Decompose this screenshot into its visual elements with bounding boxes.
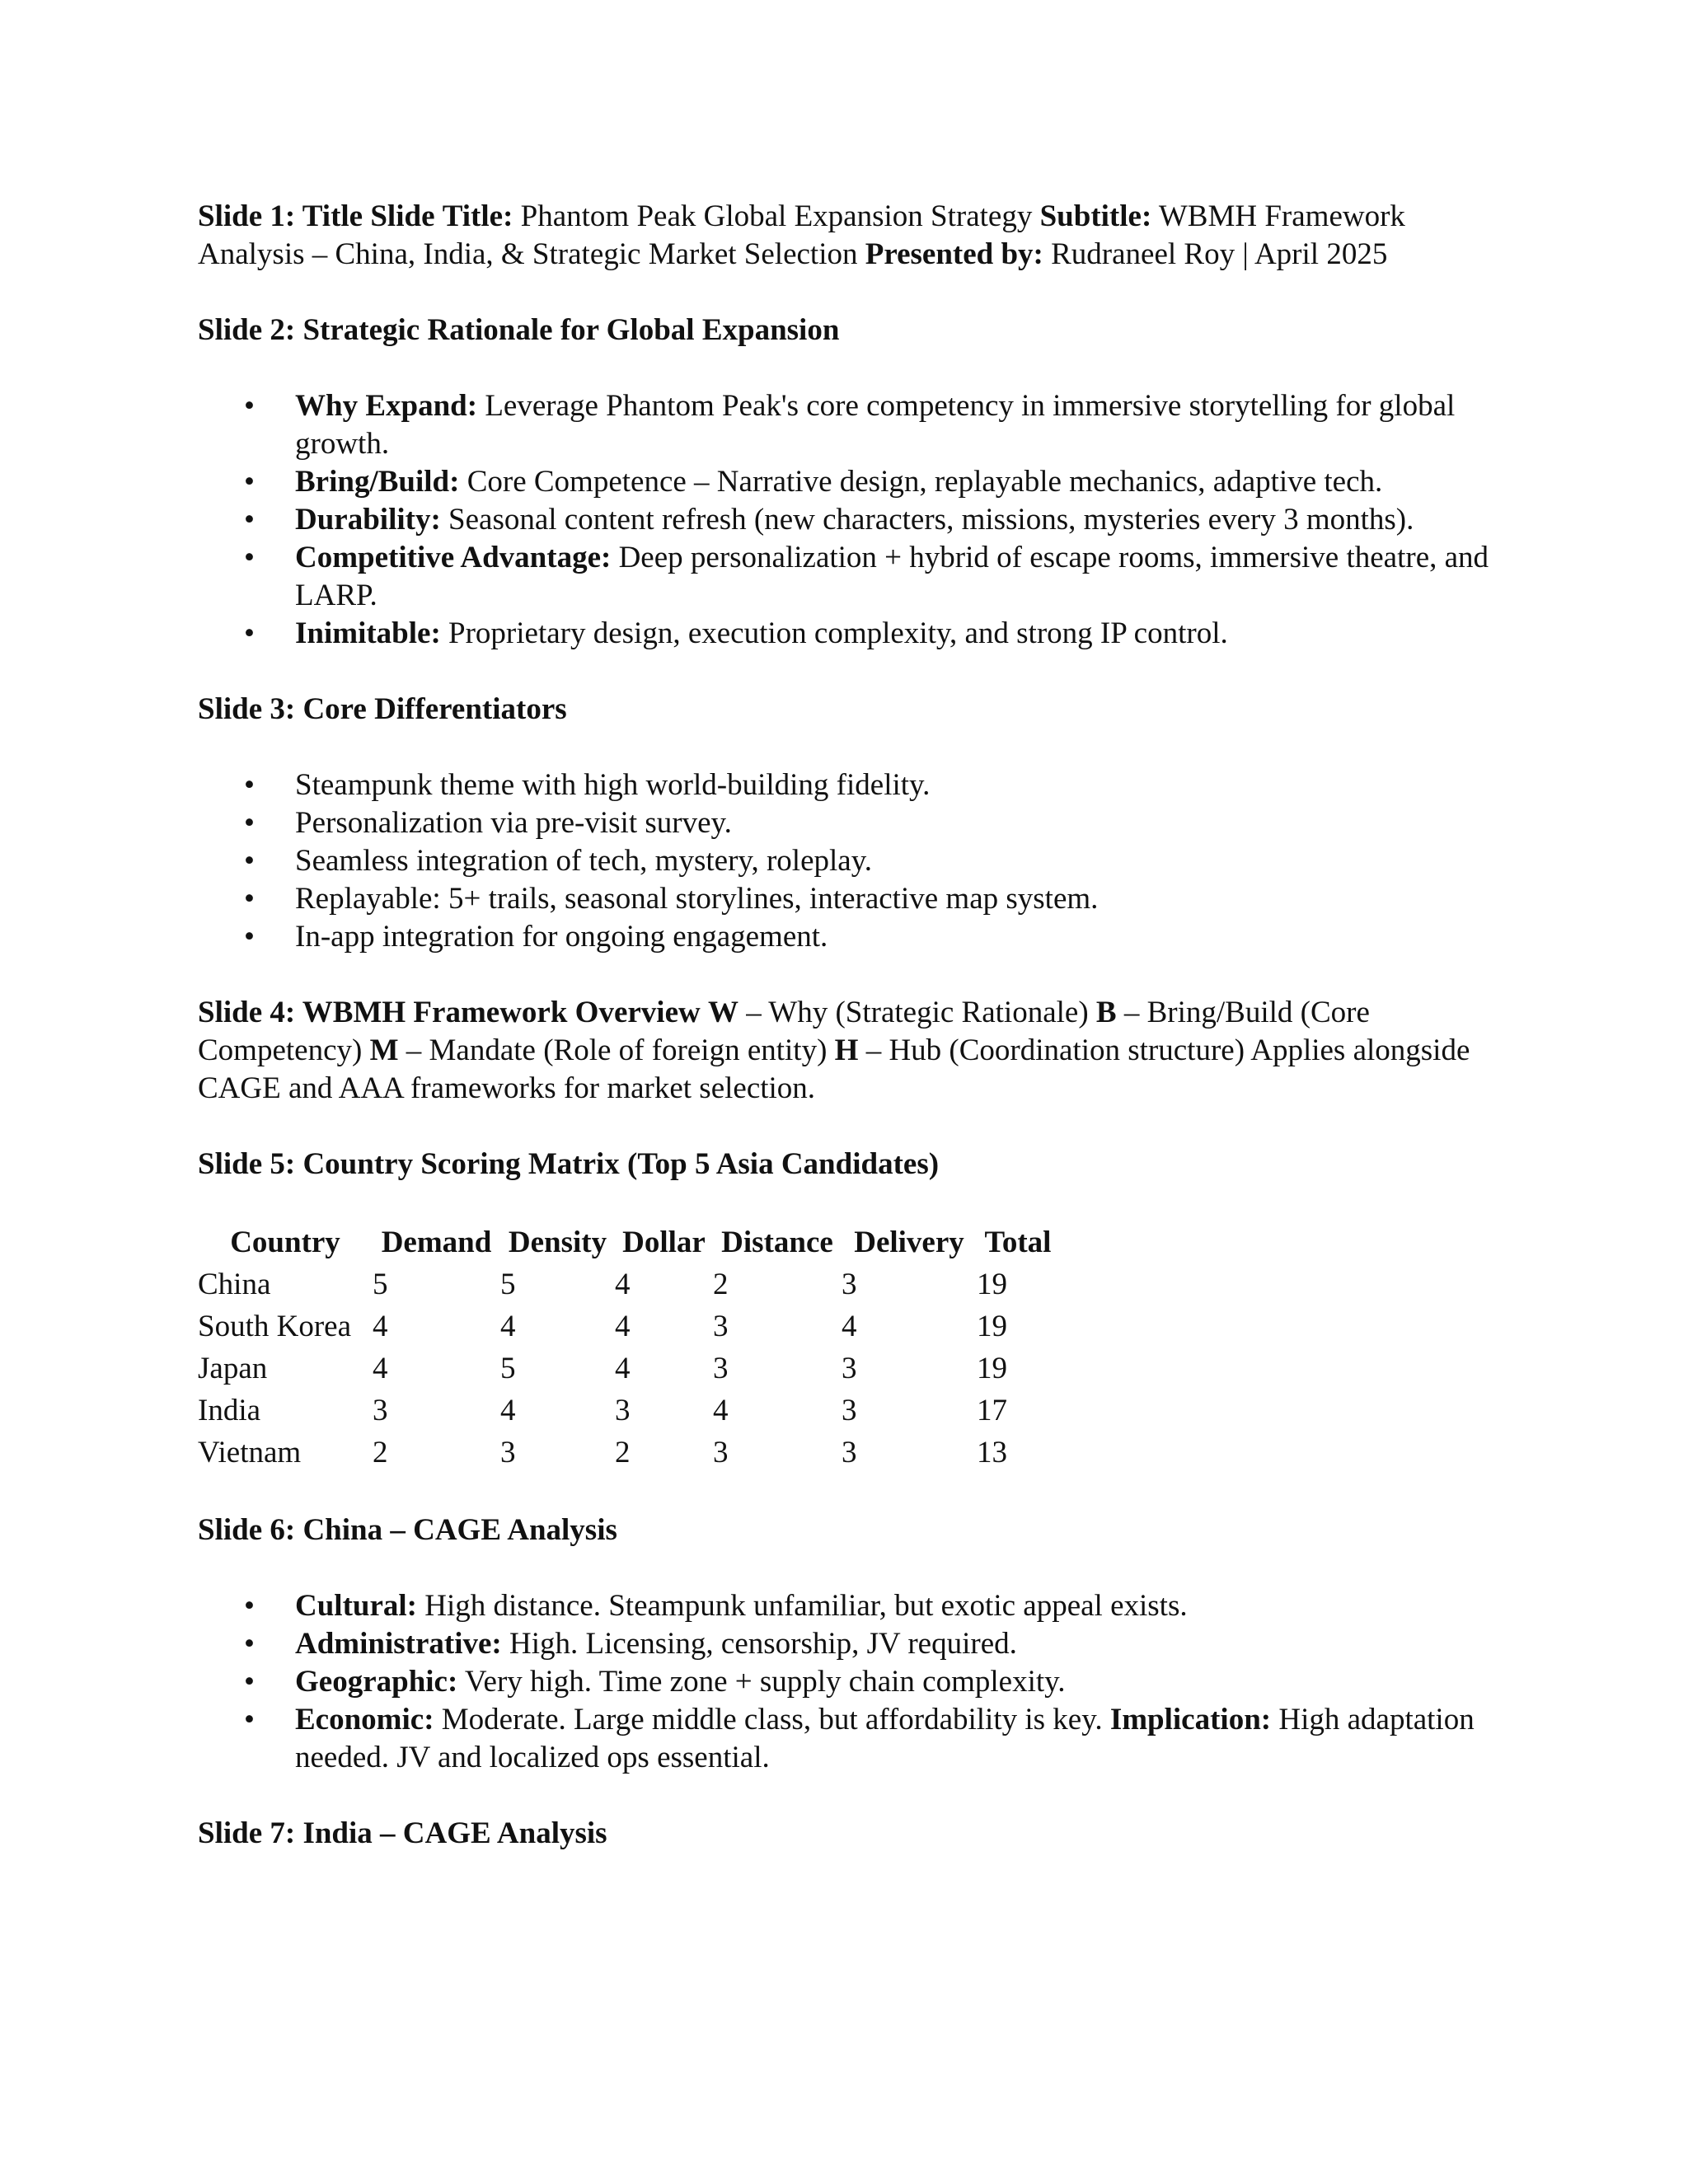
item-text: Seasonal content refresh (new characters, missions, mysteries every 3 months). [448,503,1414,537]
bullet-icon: • [244,465,255,499]
list-item [198,1625,1500,1663]
list-item [198,1587,1500,1625]
table-cell: 4 [373,1352,388,1385]
item-label: Competitive Advantage: [295,541,612,574]
h-text: – Hub (Coordination structure) Applies alongside CAGE and AAA frameworks for market selection. [198,1033,1470,1105]
table-cell: 17 [977,1394,1007,1427]
list-item [198,501,1500,539]
table-cell: 3 [615,1394,631,1427]
bullet-icon: • [244,1589,255,1623]
item-text: High. Licensing, censorship, JV required. [509,1627,1017,1661]
item-text: Moderate. Large middle class, but affordability is key. [441,1703,1103,1736]
table-row [198,1263,1059,1305]
bullet-icon: • [244,503,255,537]
table-cell: 19 [977,1352,1007,1385]
item-label: Economic: [295,1703,434,1736]
table-cell: 4 [615,1268,631,1301]
table-header-row [198,1221,1059,1263]
table-row [198,1390,1059,1432]
implication-label: Implication: [1109,1703,1272,1736]
table-cell: 3 [842,1436,857,1469]
item-label: Why Expand: [295,389,478,423]
item-label: Cultural: [295,1589,417,1623]
bullet-icon: • [244,389,255,423]
table-cell: 3 [842,1394,857,1427]
item-label: Administrative: [295,1627,502,1661]
table-cell: 3 [842,1268,857,1301]
bullet-icon: • [244,882,255,916]
table-cell: 5 [373,1268,388,1301]
bullet-icon: • [244,1627,255,1661]
column-header: Demand [381,1226,492,1259]
slide-1-subtitle: WBMH Framework Analysis – China, India, & Strategic Market Selection [198,199,1405,271]
table-cell: 4 [500,1394,516,1427]
b-text: – Bring/Build (Core Competency) [198,996,1370,1067]
bullet-icon: • [244,541,255,574]
column-header: Country [230,1226,340,1259]
column-header: Distance [721,1226,833,1259]
table-cell: Vietnam [198,1436,302,1469]
item-label: Bring/Build: [295,465,460,499]
table-cell: 3 [713,1436,729,1469]
table-cell: 4 [373,1310,388,1343]
table-cell: Japan [198,1352,268,1385]
table-cell: 19 [977,1268,1007,1301]
item-label: Durability: [295,503,441,537]
m-key: M [369,1033,399,1067]
slide-2-list [198,387,1500,653]
bullet-icon: • [244,844,255,878]
table-cell: 3 [373,1394,388,1427]
table-cell: 2 [615,1436,631,1469]
item-text: Steampunk theme with high world-building fidelity. [295,768,931,802]
column-header: Delivery [854,1226,964,1259]
slide-1-label: Slide 1: Title Slide [198,199,435,233]
bullet-icon: • [244,806,255,840]
list-item [198,1663,1500,1701]
slide-6-list [198,1587,1500,1777]
w-key: W [707,996,738,1029]
item-text: Core Competence – Narrative design, replayable mechanics, adaptive tech. [467,465,1383,499]
bullet-icon: • [244,768,255,802]
document-page [198,198,1500,1891]
h-key: H [834,1033,859,1067]
table-cell: 3 [842,1352,857,1385]
item-text: Replayable: 5+ trails, seasonal storylines, interactive map system. [295,882,1099,916]
table-row [198,1432,1059,1474]
presented-by-label: Presented by: [865,237,1043,271]
table-cell: 4 [500,1310,516,1343]
list-item [198,615,1500,653]
list-item [198,387,1500,463]
slide-1-paragraph [198,198,1500,274]
slide-1-title: Phantom Peak Global Expansion Strategy [520,199,1033,233]
bullet-icon: • [244,920,255,954]
list-item [198,918,1500,956]
column-header: Dollar [622,1226,706,1259]
table-cell: 3 [713,1310,729,1343]
item-label: Geographic: [295,1665,458,1699]
slide-4-label: Slide 4: WBMH Framework Overview [198,996,701,1029]
table-cell: 4 [615,1310,631,1343]
item-text: Seamless integration of tech, mystery, roleplay. [295,844,873,878]
table-row [198,1347,1059,1390]
item-text: Proprietary design, execution complexity, and strong IP control. [448,616,1228,650]
list-item [198,539,1500,615]
table-cell: 19 [977,1310,1007,1343]
slide-3-heading: Slide 3: Core Differentiators [198,692,567,726]
slide-3-list [198,766,1500,956]
table-cell: 5 [500,1268,516,1301]
w-text: – Why (Strategic Rationale) [746,996,1089,1029]
table-cell: 2 [373,1436,388,1469]
slide-2-heading: Slide 2: Strategic Rationale for Global Expansion [198,313,840,347]
table-cell: 4 [713,1394,729,1427]
bullet-icon: • [244,1665,255,1699]
table-cell: India [198,1394,261,1427]
table-cell: 2 [713,1268,729,1301]
table-cell: 3 [500,1436,516,1469]
list-item [198,766,1500,804]
table-cell: 3 [713,1352,729,1385]
table-cell: 5 [500,1352,516,1385]
slide-5-heading: Slide 5: Country Scoring Matrix (Top 5 Asia Candidates) [198,1147,940,1181]
slide-7-heading: Slide 7: India – CAGE Analysis [198,1816,607,1850]
item-text: Very high. Time zone + supply chain complexity. [464,1665,1066,1699]
table-cell: 4 [615,1352,631,1385]
m-text: – Mandate (Role of foreign entity) [406,1033,828,1067]
subtitle-label: Subtitle: [1039,199,1152,233]
b-key: B [1095,996,1117,1029]
list-item [198,463,1500,501]
item-text: Deep personalization + hybrid of escape rooms, immersive theatre, and LARP. [295,541,1489,612]
table-cell: 4 [842,1310,857,1343]
item-label: Inimitable: [295,616,441,650]
implication-text: High adaptation needed. JV and localized ops essential. [295,1703,1475,1774]
list-item [198,842,1500,880]
list-item [198,804,1500,842]
column-header: Total [984,1226,1052,1259]
country-scoring-table [198,1221,1059,1474]
column-header: Density [508,1226,607,1259]
presenter: Rudraneel Roy | April 2025 [1051,237,1388,271]
slide-6-heading: Slide 6: China – CAGE Analysis [198,1513,617,1547]
list-item [198,1701,1500,1777]
bullet-icon: • [244,1703,255,1736]
title-label: Title: [442,199,513,233]
item-text: Leverage Phantom Peak's core competency in immersive storytelling for global growth. [295,389,1456,461]
table-cell: 13 [977,1436,1007,1469]
table-cell: South Korea [198,1310,351,1343]
list-item [198,880,1500,918]
slide-4-paragraph [198,994,1500,1108]
item-text: In-app integration for ongoing engagement. [295,920,828,954]
table-row [198,1305,1059,1347]
item-text: High distance. Steampunk unfamiliar, but exotic appeal exists. [424,1589,1188,1623]
item-text: Personalization via pre-visit survey. [295,806,732,840]
bullet-icon: • [244,616,255,650]
table-cell: China [198,1268,271,1301]
